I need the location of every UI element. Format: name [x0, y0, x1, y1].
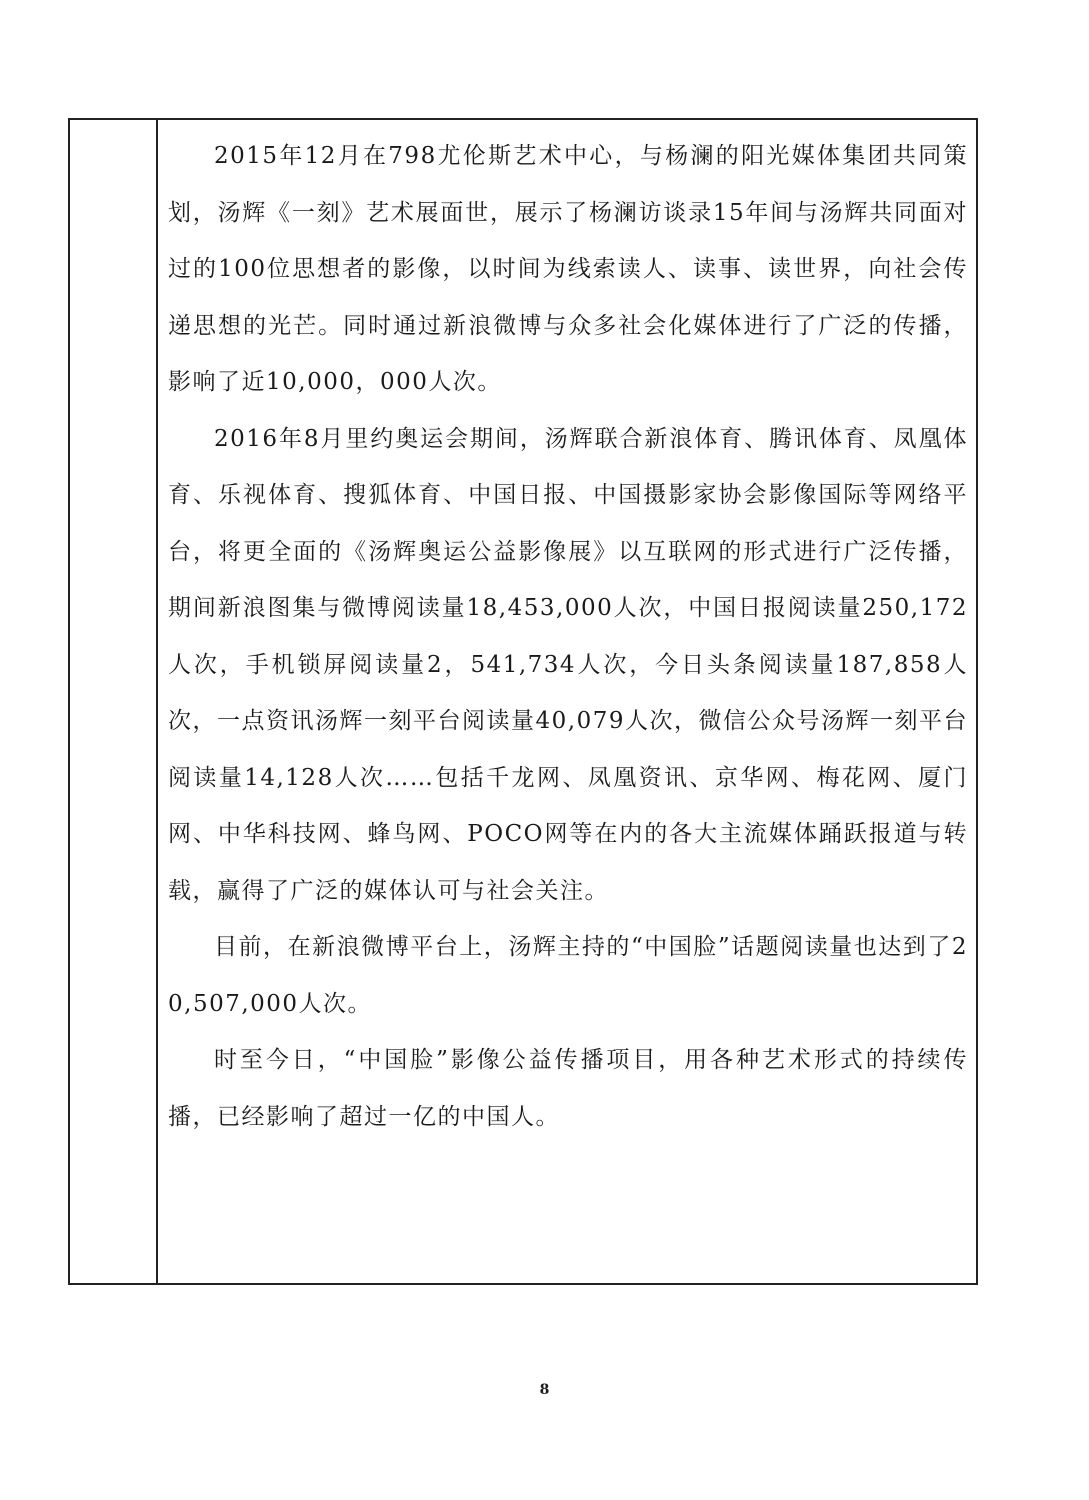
content-cell	[158, 120, 976, 1283]
page-number: 8	[539, 1382, 550, 1398]
paragraph-olympics-2016: 2016年8月里约奥运会期间，汤辉联合新浪体育、腾讯体育、凤凰体育、乐视体育、搜狐体育、中国日报、中国摄影家协会影像国际等网络平台，将更全面的《汤辉奥运公益影像展》以互联网的形式进行广泛传播，期间新浪图集与微博阅读量18,453,000人次，中国日报阅读量250,172人次，手机锁屏阅读量2，541,734人次，今日头条阅读量187,858人次，一点资讯汤辉一刻平台阅读量40,079人次，微信公众号汤辉一刻平台阅读量14,128人次……包括千龙网、凤凰资讯、京华网、梅花网、厦门网、中华科技网、蜂鸟网、POCO网等在内的各大主流媒体踊跃报道与转载，赢得了广泛的媒体认可与社会关注。	[168, 425, 968, 904]
paragraph-exhibition-2015: 2015年12月在798尤伦斯艺术中心，与杨澜的阳光媒体集团共同策划，汤辉《一刻》艺术展面世，展示了杨澜访谈录15年间与汤辉共同面对过的100位思想者的影像，以时间为线索读人、读事、读世界，向社会传递思想的光芒。同时通过新浪微博与众多社会化媒体进行了广泛的传播，影响了近10,000，000人次。	[168, 143, 968, 395]
form-table	[68, 118, 978, 1285]
paragraph-weibo-topic: 目前，在新浪微博平台上，汤辉主持的“中国脸”话题阅读量也达到了20,507,000人次。	[168, 934, 968, 1017]
paragraph-conclusion: 时至今日，“中国脸”影像公益传播项目，用各种艺术形式的持续传播，已经影响了超过一亿的中国人。	[168, 1047, 968, 1130]
label-column	[70, 120, 158, 1283]
